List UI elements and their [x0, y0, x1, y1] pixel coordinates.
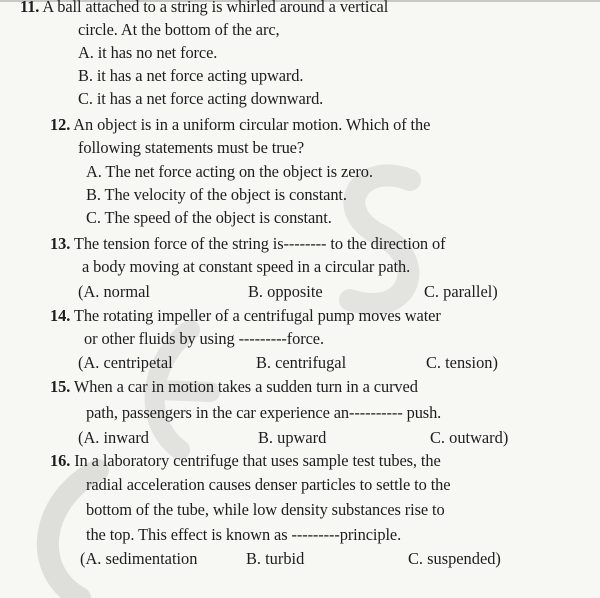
question-12-option-b: B. The velocity of the object is constant. — [86, 185, 347, 204]
question-13-option-a: (A. normal — [78, 282, 150, 301]
question-14-line-2: or other fluids by using ---------force. — [84, 329, 324, 348]
question-16-option-b: B. turbid — [246, 549, 305, 568]
question-11-option-b: B. it has a net force acting upward. — [78, 66, 304, 85]
question-15-option-c: C. outward) — [430, 428, 509, 447]
question-text: In a laboratory centrifuge that uses sample test tubes, the — [74, 451, 441, 470]
question-13-option-b: B. opposite — [248, 282, 323, 301]
question-number: 14. — [50, 306, 71, 325]
question-11-option-c: C. it has a net force acting downward. — [78, 89, 324, 108]
question-15-line-2: path, passengers in the car experience an---------- push. — [86, 403, 442, 422]
question-11-option-a: A. it has no net force. — [78, 43, 218, 62]
question-12-option-c: C. The speed of the object is constant. — [86, 208, 332, 227]
question-number: 16. — [50, 451, 71, 470]
question-text: The rotating impeller of a centrifugal pump moves water — [73, 306, 441, 325]
question-text: A ball attached to a string is whirled around a vertical — [42, 0, 389, 16]
question-13-option-c: C. parallel) — [424, 282, 498, 301]
question-11-line-2: circle. At the bottom of the arc, — [78, 20, 280, 39]
question-15-line-1 — [50, 376, 418, 398]
question-15-option-a: (A. inward — [78, 428, 150, 447]
question-16-line-3: bottom of the tube, while low density substances rise to — [86, 500, 445, 519]
question-number: 12. — [50, 115, 71, 134]
question-11-line-1 — [20, 0, 388, 18]
question-text: The tension force of the string is-------- to the direction of — [73, 234, 446, 253]
question-14-option-b: B. centrifugal — [256, 353, 347, 372]
question-16-line-2: radial acceleration causes denser particles to settle to the — [86, 475, 451, 494]
question-14-option-a: (A. centripetal — [78, 353, 173, 372]
question-16-option-a: (A. sedimentation — [80, 549, 198, 568]
question-number: 11. — [20, 0, 40, 16]
question-14-option-c: C. tension) — [426, 353, 498, 372]
question-13-line-2: a body moving at constant speed in a circular path. — [82, 257, 411, 276]
question-text: When a car in motion takes a sudden turn in a curved — [73, 377, 418, 396]
question-12-line-1 — [50, 114, 430, 136]
question-number: 13. — [50, 234, 71, 253]
question-15-option-b: B. upward — [258, 428, 327, 447]
question-12-line-2: following statements must be true? — [78, 138, 305, 157]
question-number: 15. — [50, 377, 71, 396]
question-16-line-1 — [50, 450, 441, 472]
question-14-line-1 — [50, 305, 441, 327]
question-text: An object is in a uniform circular motion. Which of the — [73, 115, 431, 134]
question-12-option-a: A. The net force acting on the object is zero. — [86, 162, 373, 181]
question-16-option-c: C. suspended) — [408, 549, 501, 568]
question-13-line-1 — [50, 233, 445, 255]
question-16-line-4: the top. This effect is known as ---------principle. — [86, 525, 402, 544]
